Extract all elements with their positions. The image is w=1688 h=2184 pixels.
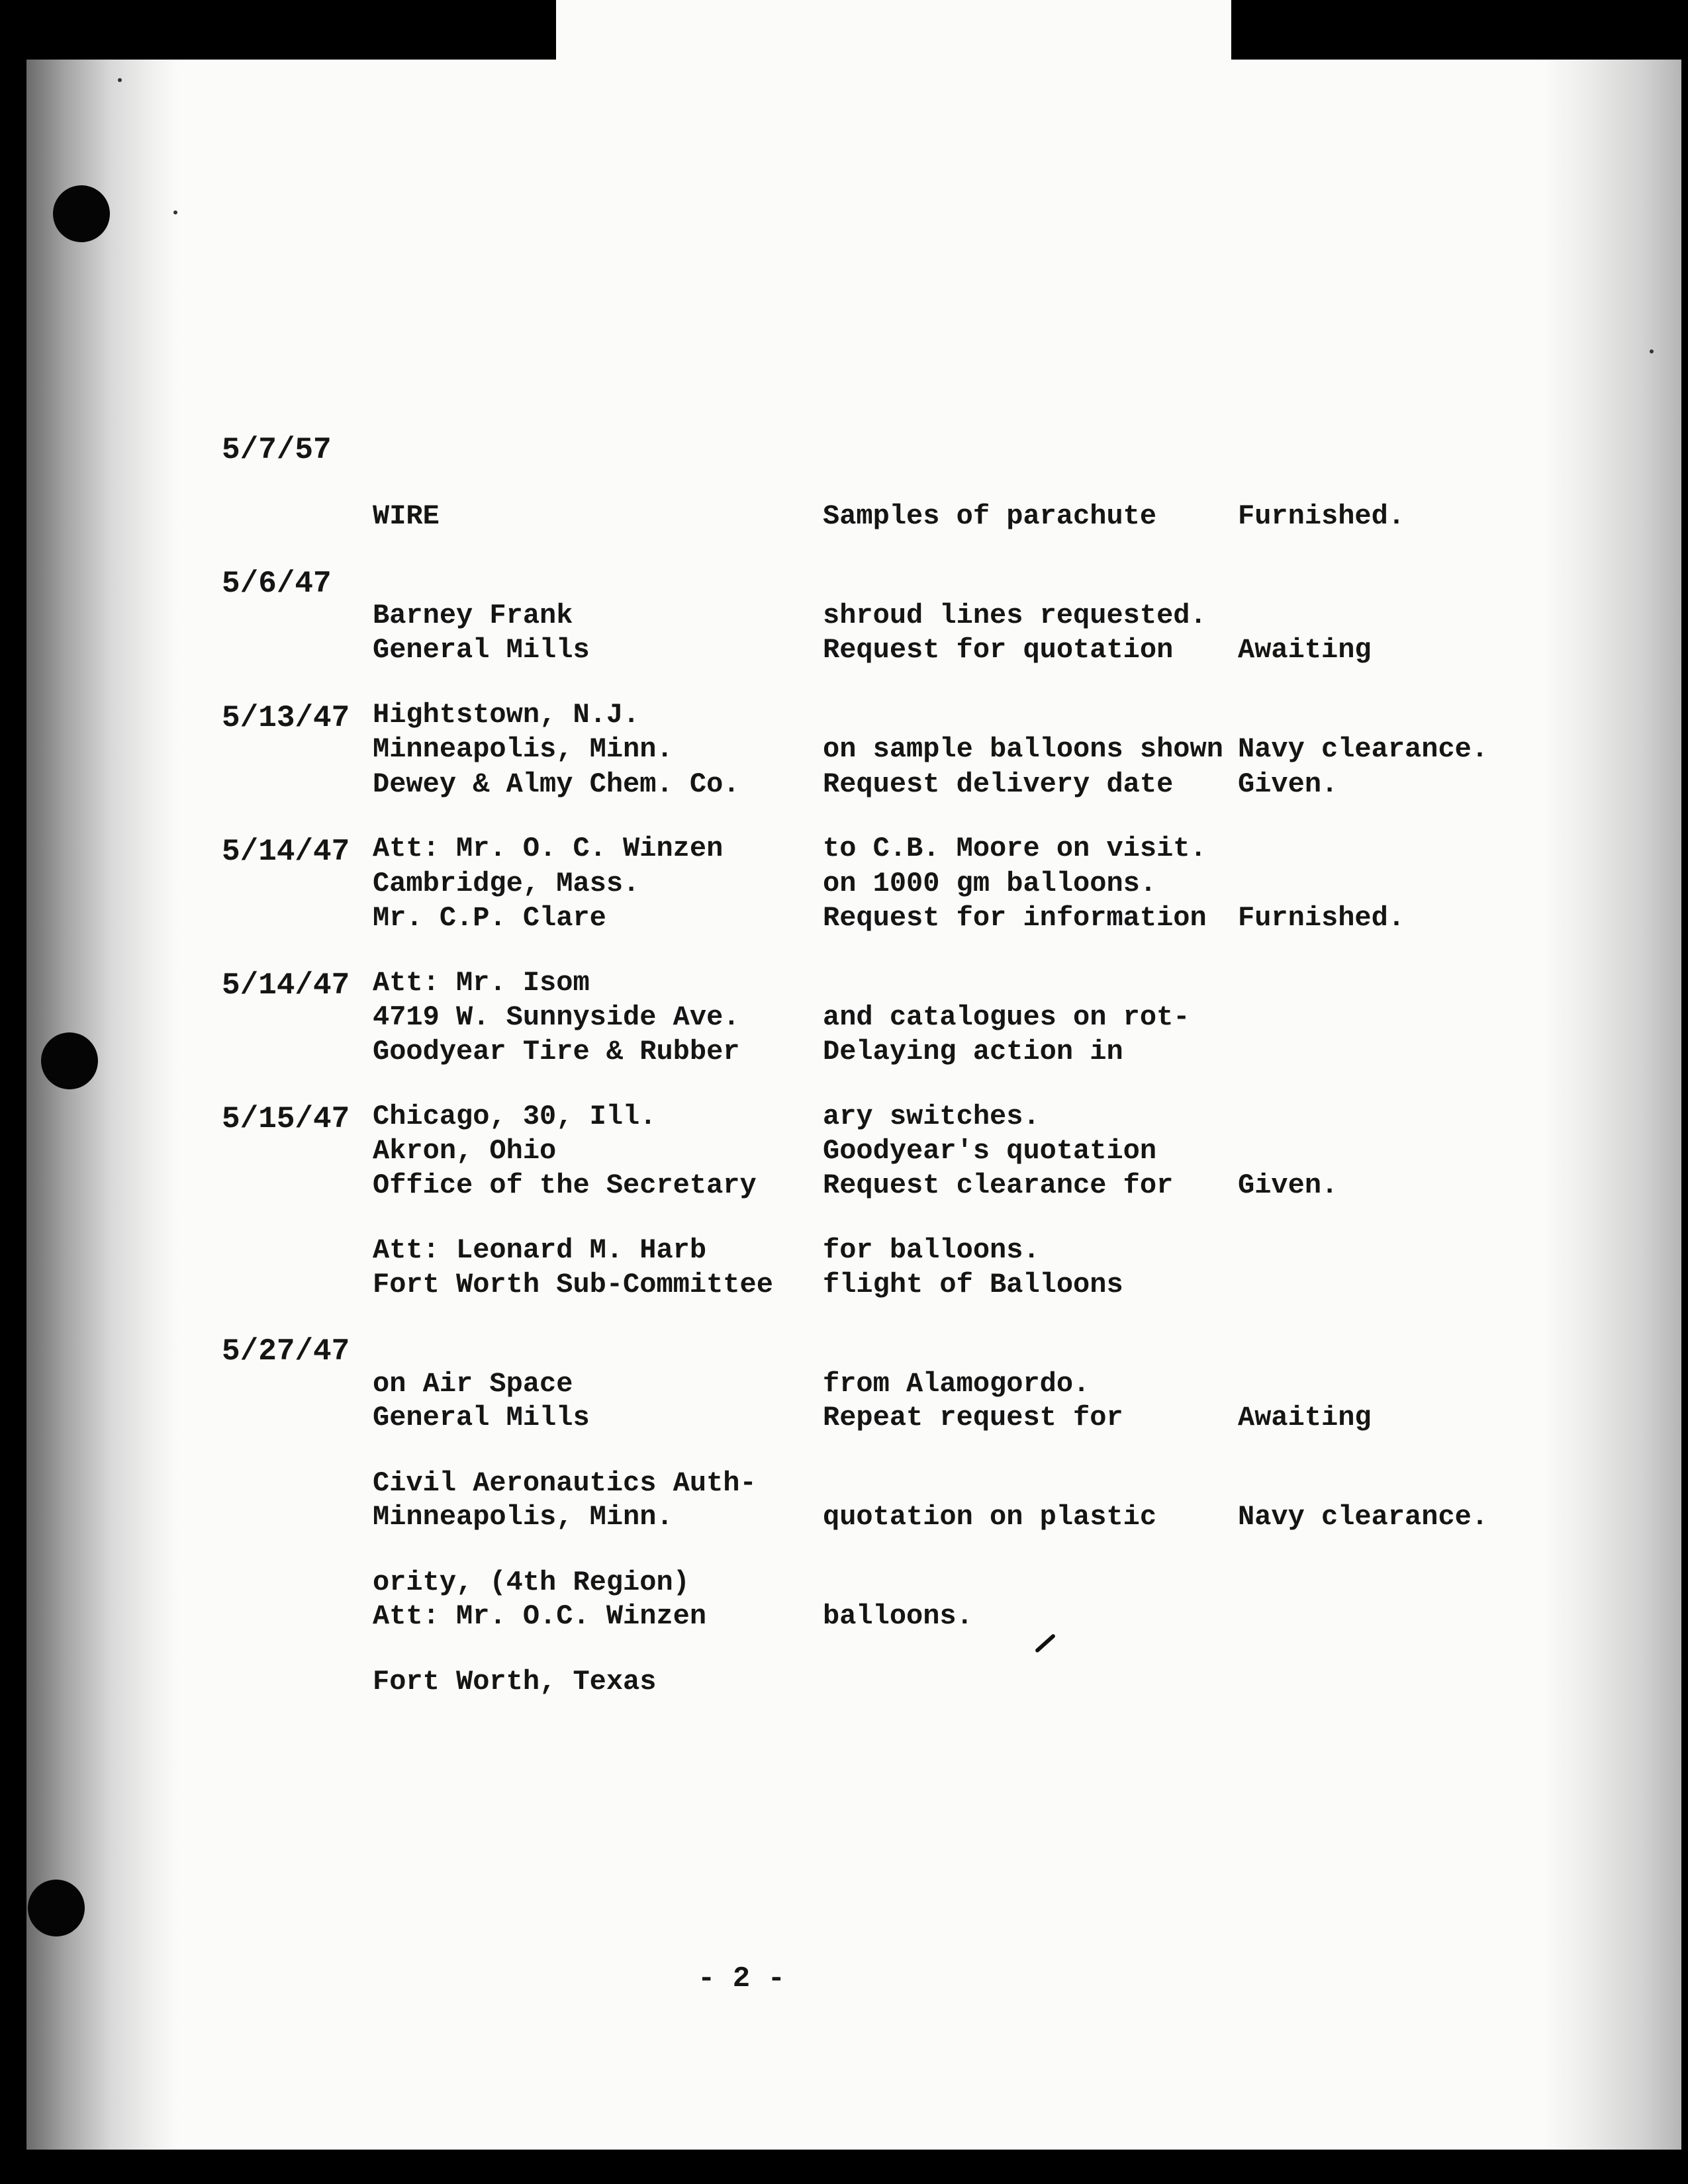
subject-line: Request delivery date <box>823 768 1174 800</box>
status-line: Furnished. <box>1238 902 1405 934</box>
subject-line: shroud lines requested. <box>823 600 1207 631</box>
correspondent-line: Fort Worth Sub-Committee <box>373 1269 773 1300</box>
left-edge-shadow <box>26 60 179 2184</box>
right-edge-shadow <box>1542 60 1681 2184</box>
status-line: Navy clearance. <box>1238 733 1489 765</box>
subject-line: for balloons. <box>823 1234 1040 1266</box>
entry-date: 5/27/47 <box>222 1334 350 1369</box>
scan-bottom-border <box>0 2150 1688 2184</box>
punch-hole-middle <box>41 1032 98 1089</box>
entry-date: 5/15/47 <box>222 1102 350 1136</box>
subject-line: on 1000 gm balloons. <box>823 868 1157 899</box>
status-line: Furnished. <box>1238 500 1405 532</box>
correspondent-line: Civil Aeronautics Auth- <box>373 1467 757 1499</box>
entry-subject <box>823 1335 1156 1699</box>
entry-correspondent <box>373 1335 706 1699</box>
correspondent-line: Barney Frank <box>373 600 573 631</box>
page-number: - 2 - <box>697 1962 786 1995</box>
correspondent-line: General Mills <box>373 1402 590 1433</box>
status-line: Navy clearance. <box>1238 1501 1489 1533</box>
entry-date: 5/14/47 <box>222 835 350 869</box>
correspondent-line: Att: Mr. O.C. Winzen <box>373 1600 707 1632</box>
subject-line: to C.B. Moore on visit. <box>823 833 1207 864</box>
subject-line: Repeat request for <box>823 1402 1123 1433</box>
subject-line: and catalogues on rot- <box>823 1001 1190 1033</box>
subject-line: quotation on plastic <box>823 1501 1157 1533</box>
subject-line: Request for quotation <box>823 634 1174 666</box>
entry-status <box>1238 1103 1372 1268</box>
entry-status <box>1238 1335 1488 1600</box>
subject-line: Delaying action in <box>823 1036 1123 1068</box>
correspondent-line: Mr. C.P. Clare <box>373 902 606 934</box>
correspondent-line: Att: Mr. Isom <box>373 967 590 999</box>
correspondent-line: General Mills <box>373 634 590 666</box>
correspondent-line: Att: Leonard M. Harb <box>373 1234 707 1266</box>
ink-speck <box>118 78 122 82</box>
subject-line: flight of Balloons <box>823 1269 1123 1300</box>
subject-line: Samples of parachute <box>823 500 1157 532</box>
punch-hole-top <box>53 185 110 242</box>
subject-line: Request clearance for <box>823 1169 1174 1201</box>
ink-speck <box>173 210 177 214</box>
subject-line: on sample balloons shown <box>823 733 1223 765</box>
correspondent-line: Dewey & Almy Chem. Co. <box>373 768 740 800</box>
status-line: Awaiting <box>1238 634 1372 666</box>
entry-date: 5/7/57 <box>222 433 332 467</box>
correspondent-line: Goodyear Tire & Rubber <box>373 1036 740 1068</box>
status-line: Awaiting <box>1238 1402 1372 1433</box>
subject-line: Goodyear's quotation <box>823 1135 1157 1167</box>
entry-status <box>1238 835 1405 1001</box>
subject-line: ary switches. <box>823 1101 1040 1132</box>
status-line: Given. <box>1238 768 1338 800</box>
subject-line: Request for information <box>823 902 1207 934</box>
punch-hole-bottom <box>28 1880 85 1936</box>
entry-date: 5/13/47 <box>222 701 350 735</box>
correspondent-line: Att: Mr. O. C. Winzen <box>373 833 724 864</box>
correspondent-line: 4719 W. Sunnyside Ave. <box>373 1001 740 1033</box>
correspondent-line: ority, (4th Region) <box>373 1567 690 1598</box>
correspondent-line: Akron, Ohio <box>373 1135 557 1167</box>
subject-line: balloons. <box>823 1600 973 1632</box>
correspondent-line: Hightstown, N.J. <box>373 699 640 731</box>
correspondent-line: WIRE <box>373 500 440 532</box>
paper-top-edge <box>556 0 1231 63</box>
correspondent-line: Minneapolis, Minn. <box>373 733 673 765</box>
ink-speck <box>1650 349 1654 353</box>
entry-date: 5/6/47 <box>222 567 332 601</box>
correspondent-line: Chicago, 30, Ill. <box>373 1101 657 1132</box>
correspondent-line: on Air Space <box>373 1368 573 1400</box>
entry-date: 5/14/47 <box>222 968 350 1003</box>
correspondent-line: Fort Worth, Texas <box>373 1666 657 1698</box>
subject-line: from Alamogordo. <box>823 1368 1090 1400</box>
correspondent-line: Cambridge, Mass. <box>373 868 640 899</box>
correspondent-line: Minneapolis, Minn. <box>373 1501 673 1533</box>
status-line: Given. <box>1238 1169 1338 1201</box>
correspondent-line: Office of the Secretary <box>373 1169 757 1201</box>
